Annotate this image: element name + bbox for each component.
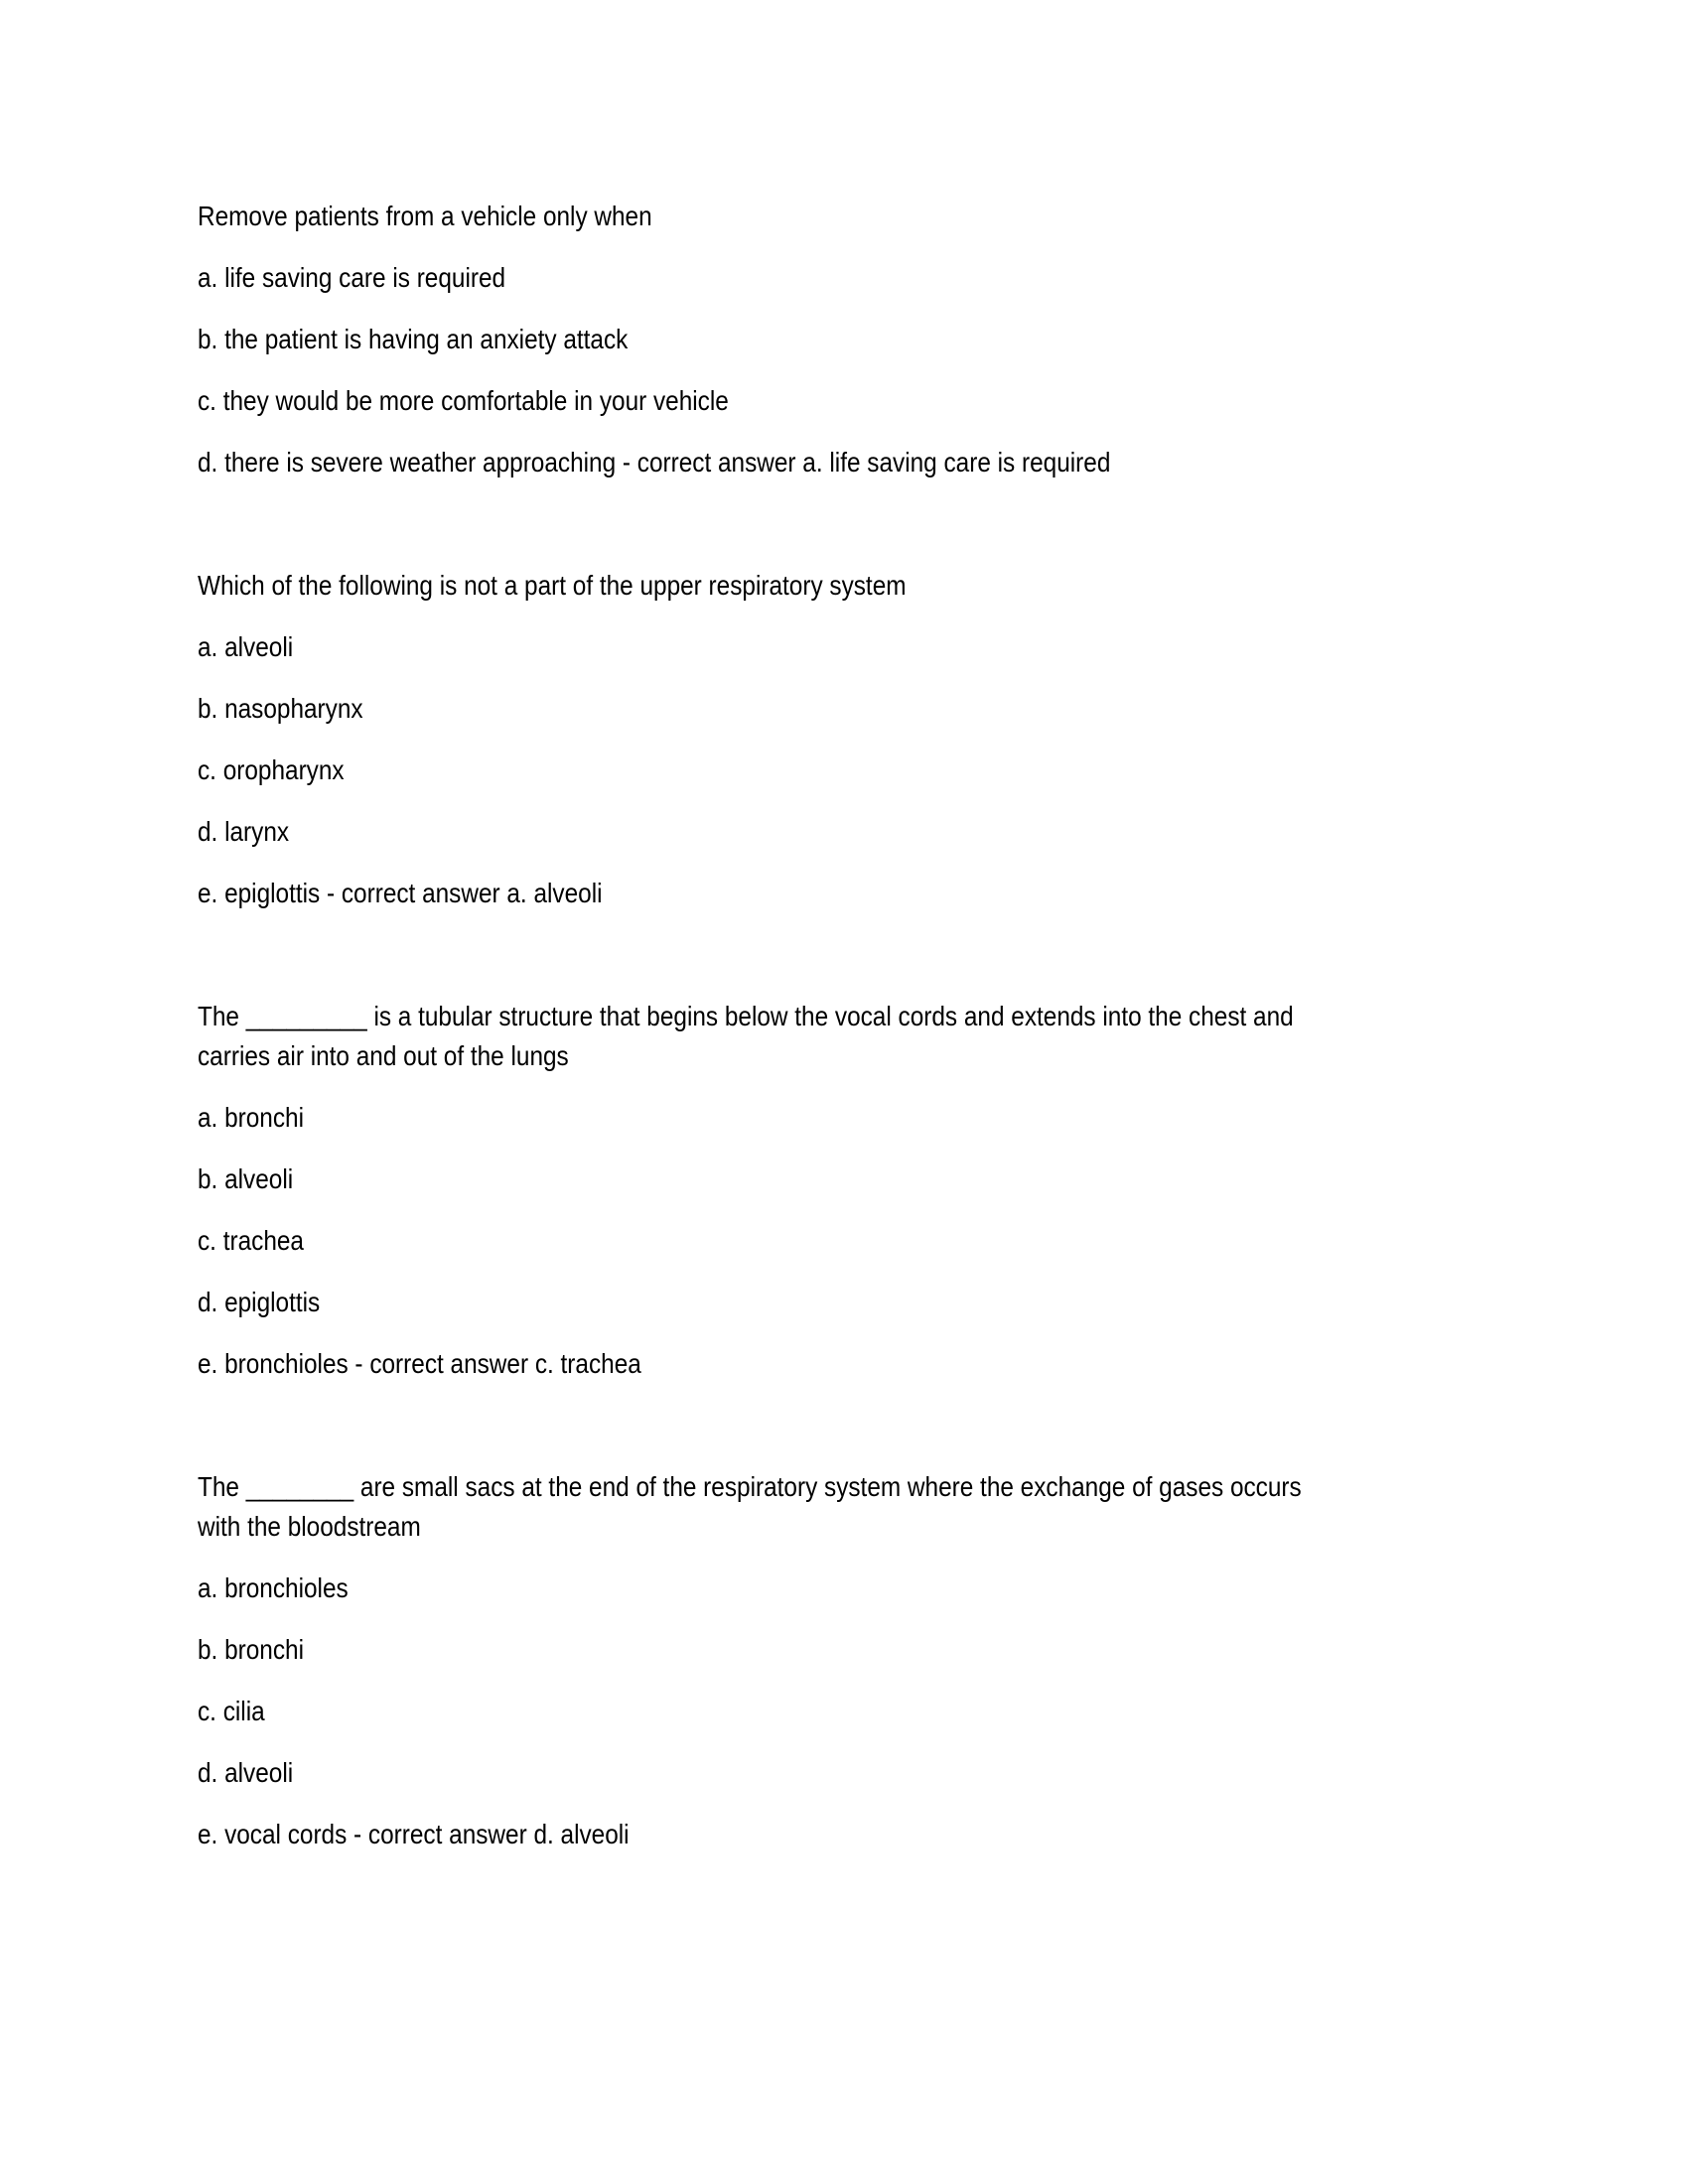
answer-option: a. alveoli (198, 631, 294, 662)
question-text: The ________ are small sacs at the end of the respiratory system where the exchange of gases occurs (198, 1471, 1302, 1502)
answer-option-with-correct-answer: e. vocal cords - correct answer d. alveoli (198, 1819, 630, 1849)
answer-option: b. the patient is having an anxiety attack (198, 324, 629, 354)
question-text-continued: carries air into and out of the lungs (198, 1040, 569, 1071)
question-3 (198, 997, 1488, 1384)
question-text: Remove patients from a vehicle only when (198, 201, 652, 231)
question-4 (198, 1467, 1488, 1854)
question-text: Which of the following is not a part of the upper respiratory system (198, 570, 907, 601)
answer-option: b. bronchi (198, 1634, 304, 1665)
question-text: The _________ is a tubular structure that begins below the vocal cords and extends into the chest and (198, 1001, 1294, 1031)
answer-option: b. nasopharynx (198, 693, 363, 724)
question-text-continued: with the bloodstream (198, 1511, 421, 1542)
answer-option: d. epiglottis (198, 1287, 321, 1317)
document-page (198, 197, 1488, 1938)
question-1 (198, 197, 1488, 482)
answer-option: c. oropharynx (198, 754, 345, 785)
answer-option: c. trachea (198, 1225, 304, 1256)
answer-option: a. life saving care is required (198, 262, 506, 293)
answer-option-with-correct-answer: e. bronchioles - correct answer c. trachea (198, 1348, 641, 1379)
answer-option: c. they would be more comfortable in your vehicle (198, 385, 729, 416)
answer-option: d. larynx (198, 816, 290, 847)
answer-option: a. bronchi (198, 1102, 304, 1133)
answer-option: b. alveoli (198, 1163, 294, 1194)
question-2 (198, 566, 1488, 913)
answer-option-with-correct-answer: e. epiglottis - correct answer a. alveoli (198, 878, 603, 908)
answer-option-with-correct-answer: d. there is severe weather approaching - correct answer a. life saving care is required (198, 447, 1111, 478)
answer-option: d. alveoli (198, 1757, 294, 1788)
answer-option: a. bronchioles (198, 1572, 349, 1603)
answer-option: c. cilia (198, 1696, 265, 1726)
